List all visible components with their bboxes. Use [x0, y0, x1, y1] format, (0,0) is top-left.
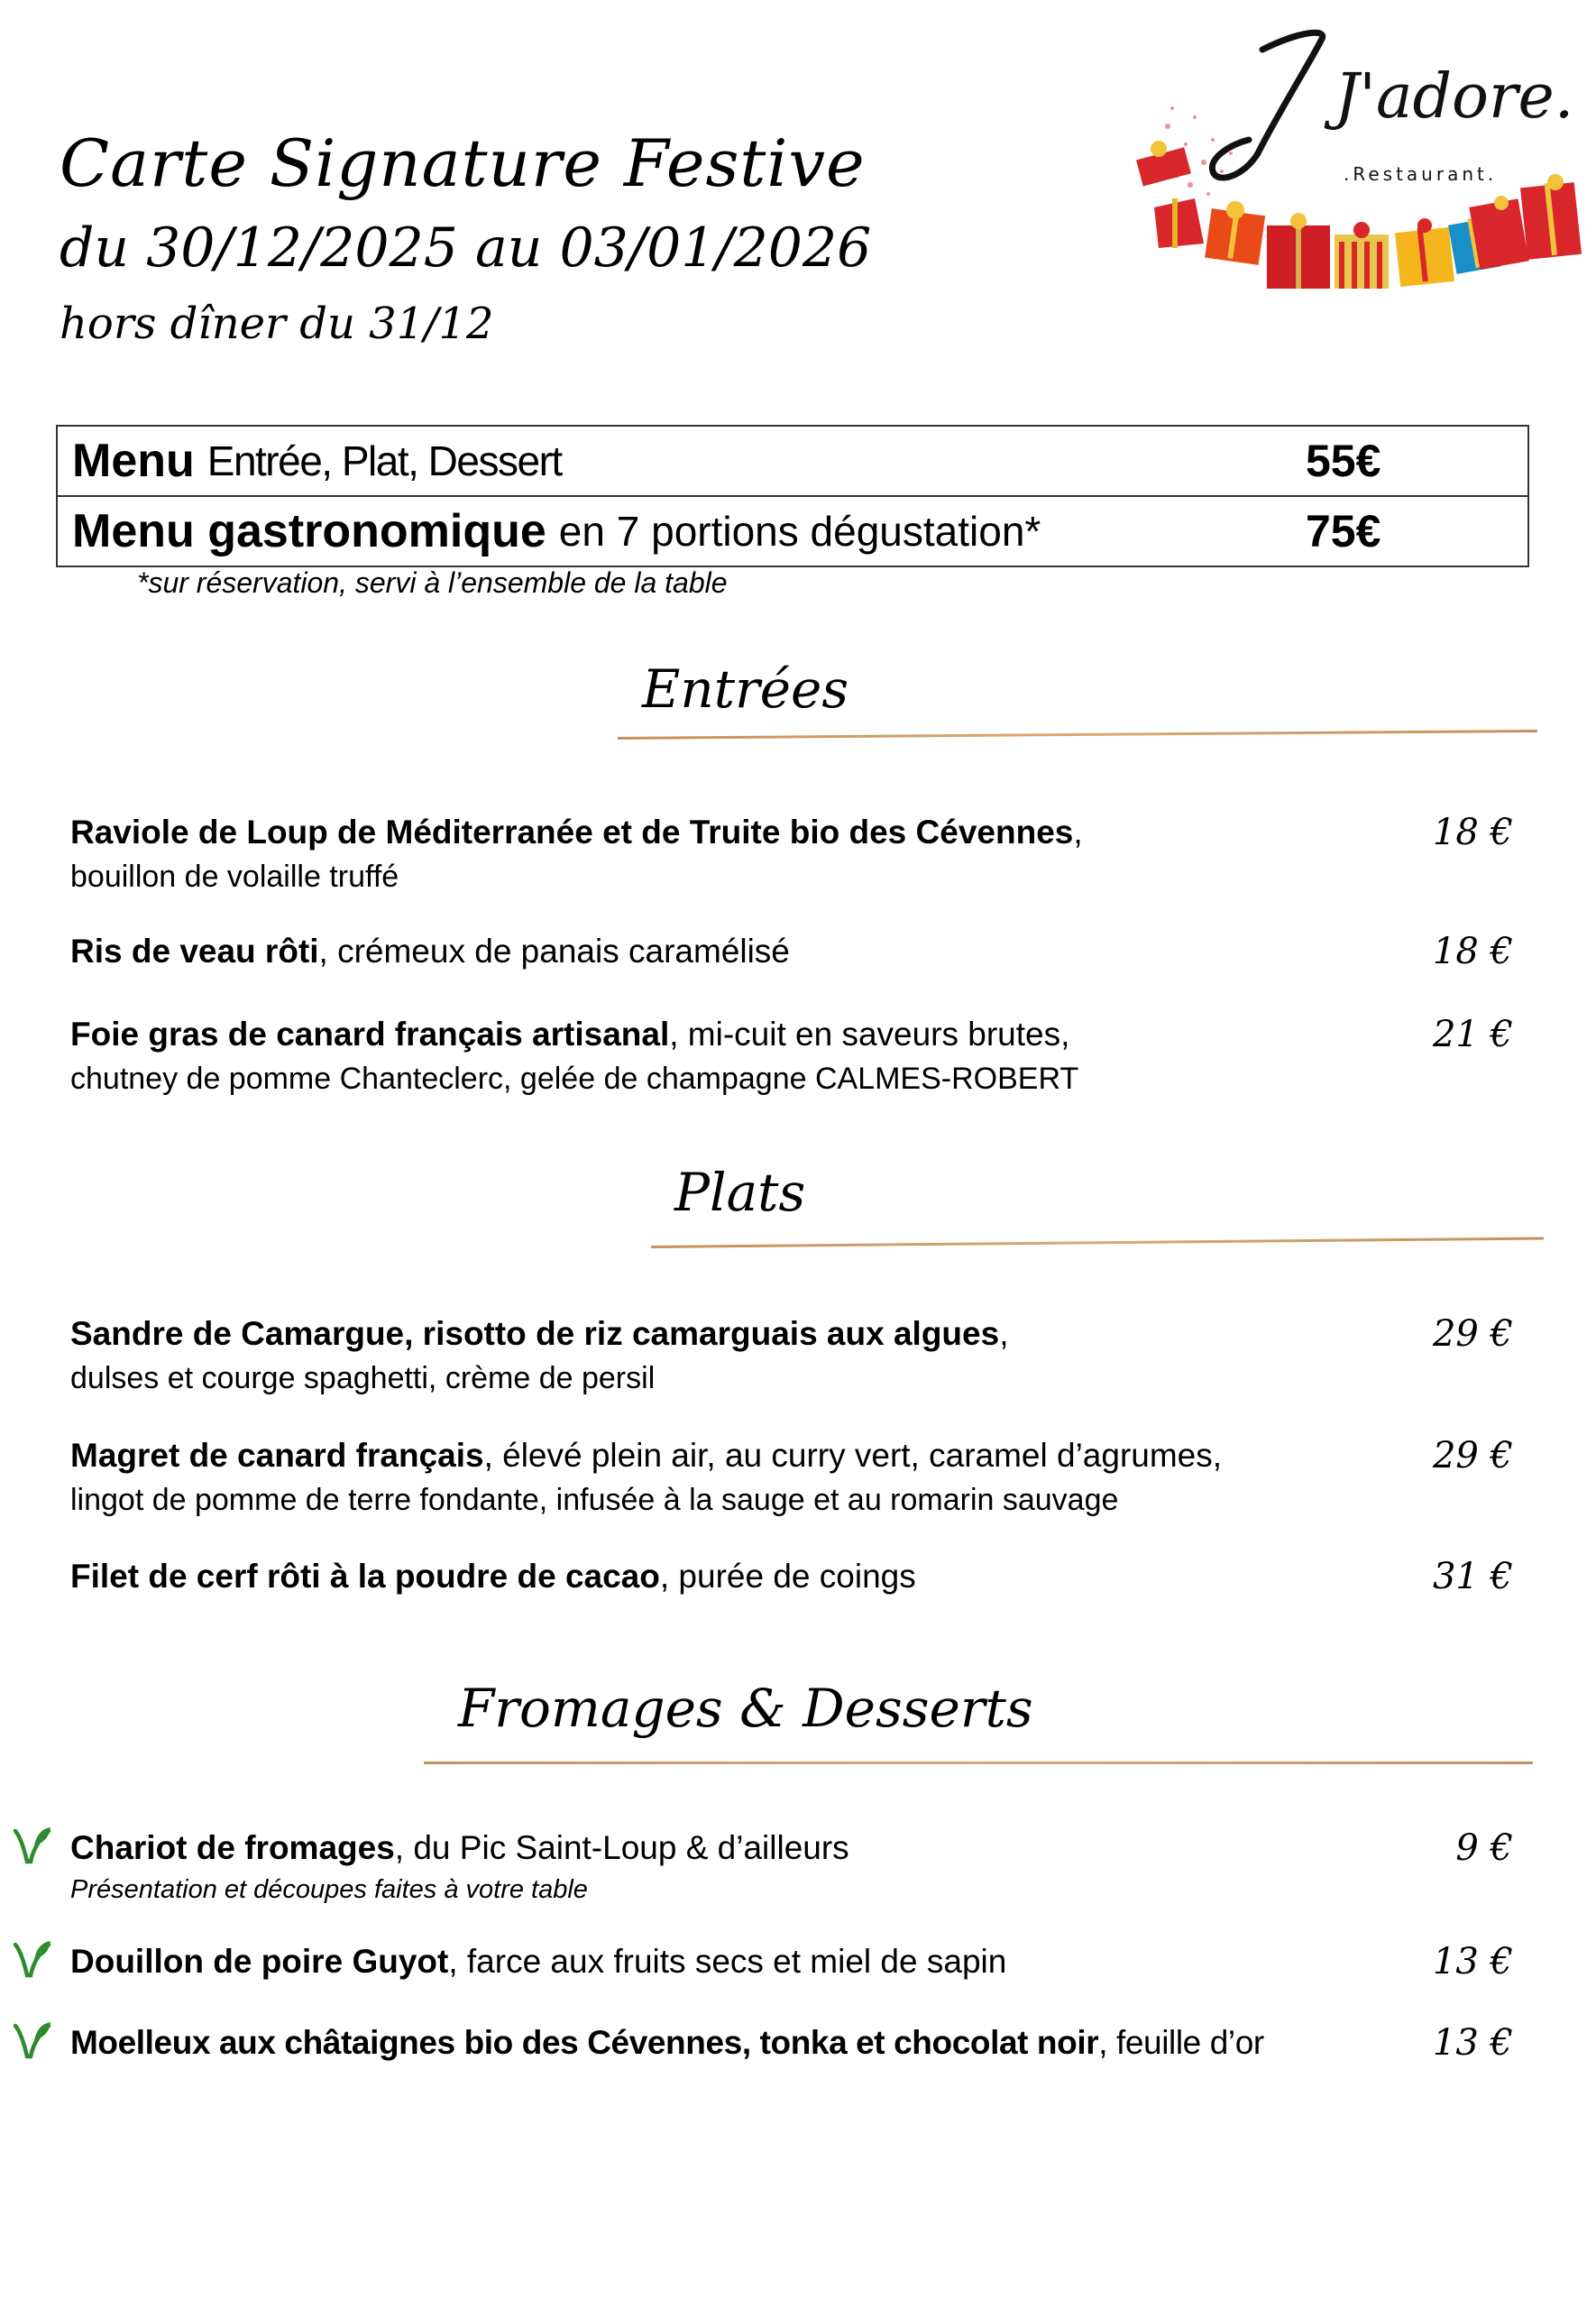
- item-description: , du Pic Saint-Loup & d’ailleurs: [394, 1829, 849, 1866]
- menu-item: [70, 1313, 1531, 1402]
- item-description: , mi-cuit en saveurs brutes,: [669, 1016, 1070, 1053]
- restaurant-logo: [1105, 18, 1591, 298]
- item-description: ,: [1073, 814, 1083, 851]
- gift-boxes-illustration: [1105, 18, 1591, 298]
- section-divider: [424, 1762, 1533, 1764]
- item-price: 9 €: [1455, 1827, 1513, 1869]
- item-name: Sandre de Camargue, risotto de riz camarguais aux algues: [70, 1315, 1000, 1352]
- menu-item: [70, 2022, 1531, 2064]
- item-name: Douillon de poire Guyot: [70, 1943, 449, 1980]
- menu-item: [70, 1435, 1531, 1523]
- page-title: Carte Signature Festive: [60, 125, 866, 201]
- vegetarian-icon: [13, 2020, 52, 2065]
- item-name: Filet de cerf rôti à la poudre de cacao: [70, 1558, 660, 1595]
- item-price: 18 €: [1432, 931, 1513, 972]
- item-description-line2: Présentation et découpes faites à votre table: [70, 1875, 588, 1904]
- item-description: ,: [999, 1315, 1009, 1352]
- set-menu-row: [58, 427, 1527, 495]
- item-price: 21 €: [1432, 1014, 1513, 1055]
- section-title-desserts: Fromages & Desserts: [458, 1678, 1033, 1739]
- set-menu-description: Entrée, Plat, Dessert: [206, 437, 562, 484]
- section-divider: [618, 730, 1537, 740]
- reservation-footnote: *sur réservation, servi à l’ensemble de la table: [137, 566, 728, 599]
- date-exception: hors dîner du 31/12: [60, 299, 494, 349]
- logo-tagline: .Restaurant.: [1344, 163, 1498, 185]
- item-name: Chariot de fromages: [70, 1829, 395, 1866]
- section-divider: [651, 1237, 1544, 1248]
- item-description: , élevé plein air, au curry vert, caramel d’agrumes,: [483, 1437, 1223, 1474]
- item-price: 31 €: [1432, 1556, 1513, 1597]
- item-description-line2: dulses et courge spaghetti, crème de persil: [70, 1361, 656, 1395]
- item-description-line2: chutney de pomme Chanteclerc, gelée de champagne CALMES-ROBERT: [70, 1062, 1079, 1096]
- section-title-entrees: Entrées: [642, 658, 849, 720]
- set-menu-name: Menu: [72, 435, 195, 487]
- title-block: [60, 122, 871, 356]
- item-price: 18 €: [1432, 812, 1513, 853]
- logo-j-stroke: [1212, 32, 1322, 178]
- item-name: Raviole de Loup de Méditerranée et de Truite bio des Cévennes: [70, 814, 1074, 851]
- section-title-plats: Plats: [674, 1162, 806, 1223]
- item-name: Ris de veau rôti: [70, 933, 319, 970]
- gift-box-open: [1136, 147, 1204, 248]
- set-menu-name: Menu gastronomique: [72, 505, 546, 557]
- set-menu-row: [58, 495, 1527, 566]
- set-menu-description: en 7 portions dégustation*: [558, 508, 1041, 555]
- item-price: 13 €: [1432, 2022, 1513, 2064]
- item-price: 29 €: [1432, 1313, 1513, 1355]
- item-name: Moelleux aux châtaignes bio des Cévennes, tonka et chocolat noir: [70, 2024, 1099, 2061]
- logo-wordmark: J'adore.: [1335, 61, 1574, 133]
- item-description: , crémeux de panais caramélisé: [318, 933, 790, 970]
- item-description: , farce aux fruits secs et miel de sapin: [448, 1943, 1007, 1980]
- menu-item: [70, 1941, 1531, 1982]
- set-menu-price: 55€: [1306, 436, 1381, 486]
- item-name: Foie gras de canard français artisanal: [70, 1016, 670, 1053]
- vegetarian-icon: [13, 1939, 52, 1984]
- item-name: Magret de canard français: [70, 1437, 484, 1474]
- set-menu-price: 75€: [1306, 506, 1381, 557]
- vegetarian-icon: [13, 1826, 52, 1871]
- menu-item: [70, 812, 1531, 900]
- date-range: du 30/12/2025 au 03/01/2026: [60, 216, 872, 280]
- item-price: 29 €: [1432, 1435, 1513, 1476]
- item-description-line2: bouillon de volaille truffé: [70, 860, 399, 894]
- item-price: 13 €: [1432, 1941, 1513, 1982]
- menu-item: [70, 1556, 1531, 1597]
- menu-item: [70, 1827, 1531, 1910]
- menu-item: [70, 931, 1531, 972]
- item-description: , feuille d’or: [1098, 2024, 1264, 2061]
- item-description: , purée de coings: [659, 1558, 916, 1595]
- set-menus-table: [56, 425, 1529, 567]
- menu-item: [70, 1014, 1531, 1102]
- item-description-line2: lingot de pomme de terre fondante, infusée à la sauge et au romarin sauvage: [70, 1483, 1119, 1517]
